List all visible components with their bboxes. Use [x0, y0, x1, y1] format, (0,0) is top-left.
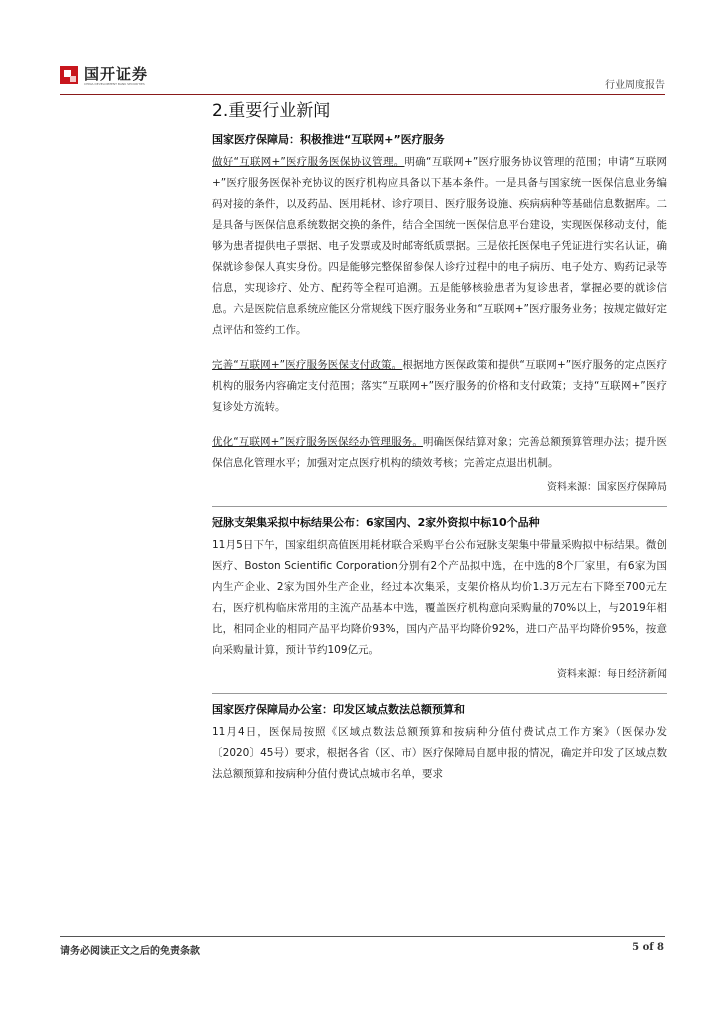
paragraph-lead: 做好“互联网+”医疗服务医保协议管理。 [212, 156, 405, 168]
news-source: 资料来源：每日经济新闻 [557, 669, 667, 680]
report-type: 行业周度报告 [605, 80, 665, 91]
brand-subtitle: CHINA DEVELOPMENT BANK SECURITIES [84, 82, 145, 86]
page-number: 5 of 8 [632, 942, 664, 953]
news-title: 国家医疗保障局：积极推进“互联网+”医疗服务 [212, 133, 445, 146]
paragraph-lead: 完善“互联网+”医疗服务医保支付政策。 [212, 359, 403, 371]
footer-divider [60, 936, 665, 937]
paragraph-body: 明确“互联网+”医疗服务协议管理的范围；申请“互联网+”医疗服务医保补充协议的医疗机构应具备以下基本条件。一是具备与国家统一医保信息业务编码对接的条件，以及药品、医用耗材、诊疗项目、医疗服务设施、疾病病种等基础信息数据库。二是具备与医保信息系统数据交换的条件，结合全国统一医保信息平台建设，实现医保移动支付，能够为患者提供电子票据、电子发票或及时邮寄纸质票据。三是依托医保电子凭证进行实名认证，确保就诊参保人真实身份。四是能够完整保留参保人诊疗过程中的电子病历、电子处方、购药记录等信息，实现诊疗、处方、配药等全程可追溯。五是能够核验患者为复诊患者，掌握必要的就诊信息。六是医院信息系统应能区分常规线下医疗服务业务和“互联网+”医疗服务业务；按规定做好定点评估和签约工作。 [212, 156, 667, 336]
news-title: 冠脉支架集采拟中标结果公布：6家国内、2家外资拟中标10个品种 [212, 516, 540, 529]
news-title: 国家医疗保障局办公室：印发区域点数法总额预算和 [212, 703, 465, 716]
news-content [212, 130, 667, 785]
footer-disclaimer: 请务必阅读正文之后的免责条款 [60, 946, 200, 957]
page-header [60, 60, 665, 94]
section-title: 2.重要行业新闻 [212, 101, 331, 121]
news-paragraph [212, 152, 667, 341]
brand-name: 国开证券 [84, 65, 149, 83]
news-divider [212, 506, 667, 507]
news-paragraph [212, 432, 667, 474]
news-paragraph: 11月4日，医保局按照《区域点数法总额预算和按病种分值付费试点工作方案》（医保办发〔2020〕45号）要求，根据各省（区、市）医疗保障局自愿申报的情况，确定并印发了区域点数法总额预算和按病种分值付费试点城市名单，要求 [212, 726, 667, 780]
paragraph-body: 根据地方医保政策和提供“互联网+”医疗服务的定点医疗机构的服务内容确定支付范围；落实“互联网+”医疗服务的价格和支付政策；支持“互联网+”医疗复诊处方流转。 [212, 359, 667, 413]
paragraph-body: 明确医保结算对象；完善总额预算管理办法；提升医保信息化管理水平；加强对定点医疗机构的绩效考核；完善定点退出机制。 [212, 436, 667, 469]
header-divider [60, 94, 665, 95]
news-paragraph [212, 355, 667, 418]
paragraph-lead: 优化“互联网+”医疗服务医保经办管理服务。 [212, 436, 423, 448]
news-source: 资料来源：国家医疗保障局 [547, 482, 667, 493]
news-divider [212, 693, 667, 694]
brand-logo-icon [60, 66, 78, 84]
news-paragraph: 11月5日下午，国家组织高值医用耗材联合采购平台公布冠脉支架集中带量采购拟中标结果。微创医疗、Boston Scientific Corporation分别有2个产品拟中选，在中选的8个厂家里，有6家为国内生产企业、2家为国外生产企业，经过本次集采，支架价格从均价1.3万元左右下降至700元左右，医疗机构临床常用的主流产品基本中选，覆盖医疗机构意向采购量的70%以上，与2019年相比，相同企业的相同产品平均降价93%，国内产品平均降价92%，进口产品平均降价95%，按意向采购量计算，预计节约109亿元。 [212, 539, 667, 656]
